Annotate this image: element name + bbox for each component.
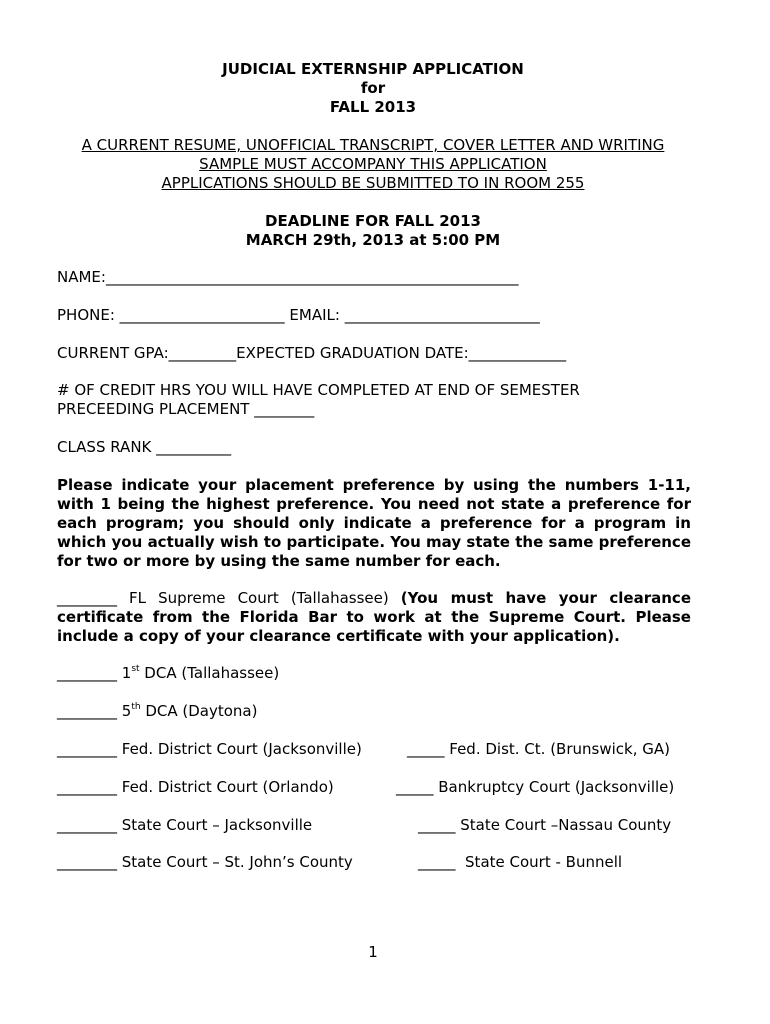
page-number: 1 xyxy=(368,943,378,961)
class-rank-field[interactable]: CLASS RANK __________ xyxy=(57,438,232,456)
option-dca5-suffix: th xyxy=(131,702,141,712)
option-state-court-jacksonville[interactable]: ________ State Court – Jacksonville xyxy=(57,816,313,834)
option-dca5-label: DCA (Daytona) xyxy=(140,702,258,720)
option-dca1-blank[interactable]: ________ 1 xyxy=(57,664,132,682)
notice-line-1: A CURRENT RESUME, UNOFFICIAL TRANSCRIPT, COVER LETTER AND WRITING xyxy=(81,136,665,154)
option-dca1[interactable] xyxy=(57,664,279,682)
option-fed-district-jacksonville[interactable]: ________ Fed. District Court (Jacksonville) xyxy=(57,740,362,758)
option-dca5-blank[interactable]: ________ 5 xyxy=(57,702,132,720)
phone-email-field[interactable]: PHONE: ______________________ EMAIL: __________________________ xyxy=(57,306,540,324)
option-state-court-st-johns[interactable]: ________ State Court – St. John’s County xyxy=(57,853,353,871)
supreme-court-label: FL Supreme Court (Tallahassee) xyxy=(129,589,401,607)
option-dca1-suffix: st xyxy=(131,664,140,674)
option-state-court-bunnell[interactable]: _____ State Court - Bunnell xyxy=(418,853,623,871)
form-title-for: for xyxy=(360,79,386,97)
supreme-court-blank[interactable]: ________ xyxy=(57,589,130,607)
credit-hours-label: # OF CREDIT HRS YOU WILL HAVE COMPLETED AT END OF SEMESTER xyxy=(57,381,580,399)
option-state-court-nassau[interactable]: _____ State Court –Nassau County xyxy=(418,816,672,834)
name-field[interactable]: NAME:_______________________________________________________ xyxy=(57,268,519,286)
option-bankruptcy-jacksonville[interactable]: _____ Bankruptcy Court (Jacksonville) xyxy=(396,778,675,796)
supreme-court-note: (You must have your clearance certificate from the Florida Bar to work at the Supreme Court. Please include a copy of your clearance certificate with your application). xyxy=(57,589,691,645)
gpa-graduation-field[interactable]: CURRENT GPA:_________EXPECTED GRADUATION DATE:_____________ xyxy=(57,344,567,362)
deadline-line-1: DEADLINE FOR FALL 2013 xyxy=(265,212,481,230)
deadline-line-2: MARCH 29th, 2013 at 5:00 PM xyxy=(245,231,501,249)
option-fed-dist-brunswick[interactable]: _____ Fed. Dist. Ct. (Brunswick, GA) xyxy=(407,740,670,758)
notice-line-3: APPLICATIONS SHOULD BE SUBMITTED TO IN ROOM 255 xyxy=(161,174,585,192)
option-fed-district-orlando[interactable]: ________ Fed. District Court (Orlando) xyxy=(57,778,334,796)
option-dca1-label: DCA (Tallahassee) xyxy=(139,664,280,682)
form-title: JUDICIAL EXTERNSHIP APPLICATION xyxy=(222,60,524,78)
form-term: FALL 2013 xyxy=(329,98,417,116)
option-dca5[interactable] xyxy=(57,702,257,720)
credit-hours-field[interactable]: PRECEEDING PLACEMENT ________ xyxy=(57,400,315,418)
supreme-court-option[interactable] xyxy=(57,589,691,646)
instructions-paragraph: Please indicate your placement preference by using the numbers 1-11, with 1 being the highest preference. You need not state a preference for each program; you should only indicate a preference for a program in which you actually wish to participate. You may state the same preference for two or more by using the same number for each. xyxy=(57,476,691,570)
notice-line-2: SAMPLE MUST ACCOMPANY THIS APPLICATION xyxy=(199,155,547,173)
